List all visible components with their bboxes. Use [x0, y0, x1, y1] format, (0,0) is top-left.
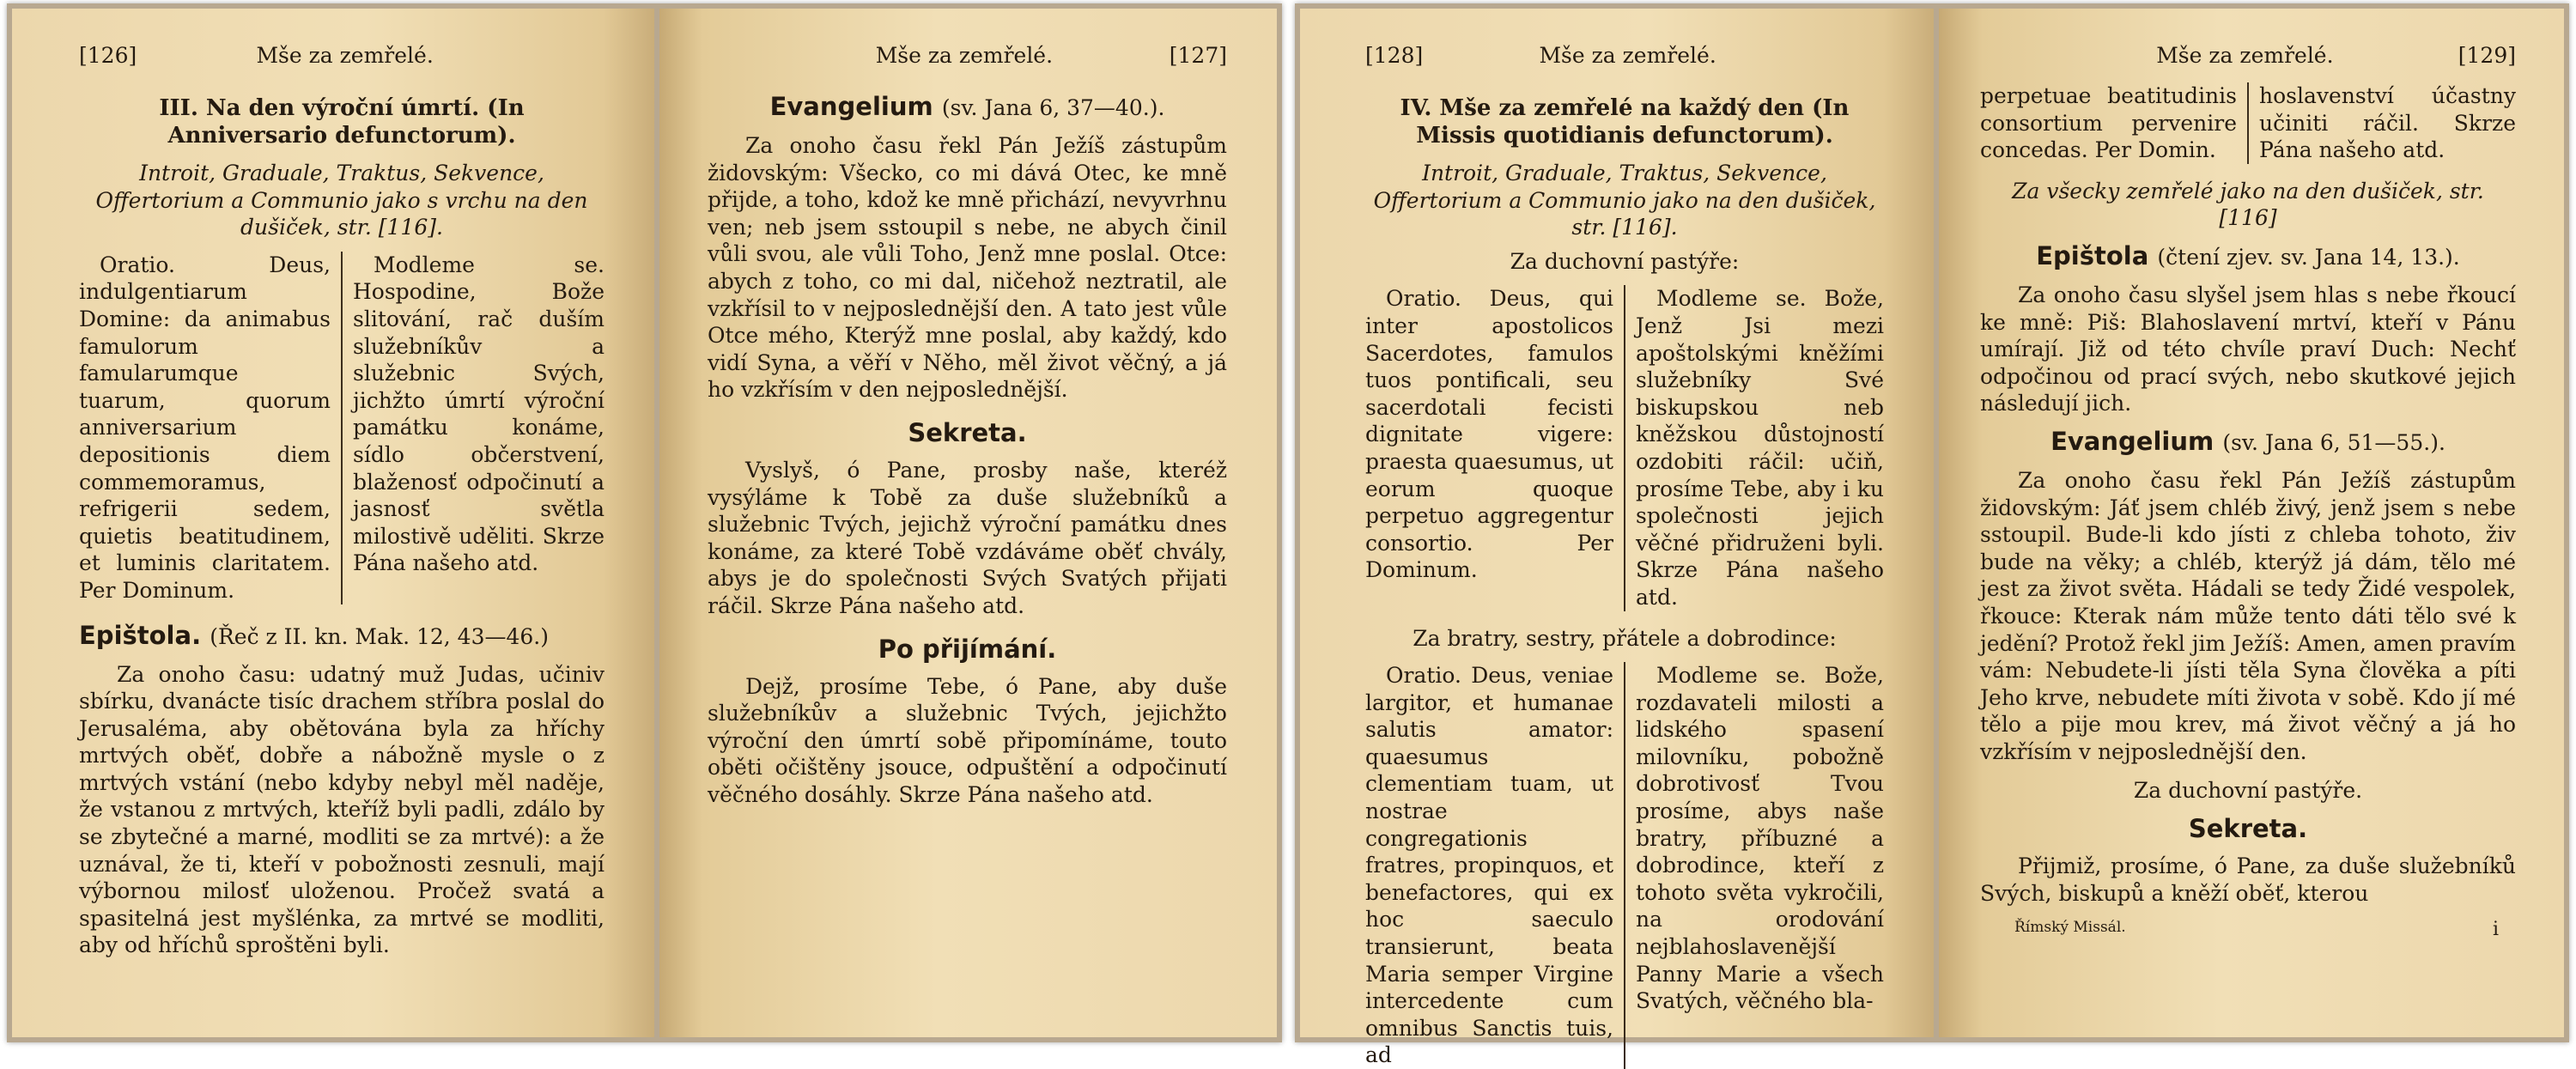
evangelium-reference: (sv. Jana 6, 51—55.).: [2222, 429, 2445, 455]
epistola-heading: [1980, 239, 2516, 275]
oratio-columns-pastors: [1365, 285, 1884, 610]
evangelium-title: Evangelium: [2050, 426, 2215, 456]
running-header: [1365, 43, 1884, 82]
evangelium-heading: [1980, 424, 2516, 460]
oratio-columns: [79, 252, 605, 604]
postcommunio-heading: Po přijímání.: [878, 634, 1057, 664]
epistola-text: Za onoho času slyšel jsem hlas s nebe řkoucí ke mně: Piš: Blahoslavení mrtví, kteří v Pánu umírají. Již od této chvíle praví Duch: Nechť odpočinou od prací svých, nebo skutkové jejich následují jich.: [1980, 282, 2516, 416]
page-footer: [1980, 919, 2516, 940]
intro-text: Introit, Graduale, Traktus, Sekvence, Offertorium a Communio jako na den dušiček, str. [116].: [1373, 161, 1876, 240]
signature-letter: i: [2492, 919, 2499, 941]
book-scan-left: [7, 3, 1282, 1042]
running-title: Mše za zemřelé.: [256, 43, 434, 68]
evangelium-text: Za onoho času řekl Pán Ježíš zástupům židovským: Jáť jsem chléb živý, jenž jsem s nebe sstoupil. Bude-li kdo jísti z chleba tohoto, živ bude na věky; a chléb, kterýž já dám, tělo mé jest za život světa. Hádali se tedy Židé vespolek, řkouce: Kterak nám může tento dáti tělo své k jedění? Protož řekl jim Ježíš: Amen, amen pravím vám: Nebudete-li jísti těla Syna člověka a píti Jeho krve, nebudete míti života v sobě. Kdo jí mé tělo a pije mou krev, má život věčný a já ho vzkřísím v nejposlednější den.: [1980, 467, 2516, 764]
oratio-latin: Oratio. Deus, qui inter apostolicos Sacerdotes, famulos tuos pontificali, seu sacerdotali fecisti dignitate vigere: praesta quaesumus, ut eorum quoque perpetuo aggregentur consortio. Per Dominum.: [1365, 285, 1625, 610]
page-number: [129]: [2458, 43, 2516, 68]
evangelium-title: Evangelium: [769, 92, 933, 121]
running-title: Mše za zemřelé.: [1539, 43, 1716, 68]
running-header: [708, 43, 1227, 82]
epistola-heading: [79, 618, 605, 654]
postcommunio-text: Dejž, prosíme Tebe, ó Pane, aby duše služebníkův a služebnic Tvých, jejichžto výroční den úmrtí sobě připomínáme, touto oběti očištěny jsouce, odpuštění a odpočinutí věčného dosáhly. Skrze Pána našeho atd.: [708, 673, 1227, 807]
running-title: Mše za zemřelé.: [2156, 43, 2334, 68]
section-heading: IV. Mše za zemřelé na každý den (In Missis quotidianis defunctorum).: [1400, 95, 1850, 149]
subheading-pastors: Za duchovní pastýře.: [2133, 778, 2363, 804]
page-number: [127]: [1169, 43, 1227, 68]
book-scan-right: [1295, 3, 2569, 1068]
evangelium-text: Za onoho času řekl Pán Ježíš zástupům židovským: Všecko, co mi dává Otec, ke mně přijde, a toho, kdož ke mně přichází, nevyvrhnu ven; neb jsem sstoupil s nebe, ne abych činil vůli svou, ale vůli Toho, Jenž mne poslal. Otce: abych z toho, co mi dal, ničehož neztratil, ale vzkřísil to v nejposlednější den. A tato jest vůle Otce mého, Kterýž mne poslal, aby každý, kdo vidí Syna, a věří v Něho, měl život věčný, a já ho vzkřísím v den nejposlednější.: [708, 133, 1227, 403]
epistola-title: Epištola.: [79, 620, 202, 650]
oratio-czech: Modleme se. Hospodine, Bože slitování, rač duším služebníkův a služebnic Svých, jichžto úmrtí výroční památku konáme, sídlo občerstvení, blaženosť odpočinutí a jasnosť světla milostivě uděliti. Skrze Pána našeho atd.: [353, 252, 605, 576]
epistola-reference: (Řeč z II. kn. Mak. 12, 43—46.): [210, 623, 550, 649]
running-title: Mše za zemřelé.: [875, 43, 1054, 68]
page-128: [1300, 9, 1934, 1068]
epistola-text: Za onoho času: udatný muž Judas, učiniv sbírku, dvanácte tisíc drachem stříbra poslal do Jerusaléma, aby obětována byla za hříchy mrtvých oběť, dobře a nábožně mysle o z mrtvých vstání (nebo kdyby nebyl měl naděje, že vstanou z mrtvých, kteříž byli padli, zdálo by se zbytečné a marné, modliti se za mrtvé): a že uznával, že ti, kteří v pobožnosti zesnuli, mají výbornou milosť uloženou. Pročež svatá a spasitelná jest myšlénka, za mrtvé se modliti, aby od hříchů sproštěni byli.: [79, 661, 605, 958]
oratio-czech-end: hoslavenství účastny učiniti ráčil. Skrze Pána našeho atd.: [2259, 83, 2516, 163]
running-header: [79, 43, 605, 82]
oratio-czech: Modleme se. Bože, rozdavateli milosti a lidského spasení milovníku, pobožně dobrotivosť Tvou prosíme, abys naše bratry, příbuzné a dobrodince, kteří z tohoto světa vykročili, na orodování nejblahoslavenější Panny Marie a všech Svatých, věčného bla-: [1636, 663, 1884, 1014]
sekreta-heading: Sekreta.: [2188, 814, 2308, 844]
running-header: [1980, 43, 2516, 82]
subheading-brethren: Za bratry, sestry, přátele a dobrodince:: [1413, 625, 1837, 651]
page-127: [659, 9, 1277, 1037]
oratio-latin: Oratio. Deus, indulgentiarum Domine: da animabus famulorum famularumque tuarum, quorum anniversarium depositionis diem commemoramus, refrigerii sedem, quietis beatitudinem, et luminis claritatem. Per Dominum.: [79, 252, 343, 604]
oratio-czech: Modleme se. Bože, Jenž Jsi mezi apoštolskými kněžími služebníky Své biskupskou neb kněžskou důstojností ozdobiti ráčil: učiň, prosíme Tebe, aby i ku společnosti jejich věčné přidruženi byli. Skrze Pána našeho atd.: [1636, 286, 1884, 610]
sekreta-text: Vyslyš, ó Pane, prosby naše, kteréž vysýláme k Tobě za duše služebníků a služebnic Tvých, jejichž výroční památku dnes konáme, za které Tobě vzdáváme oběť chvály, abys je do společnosti Svých Svatých přijati ráčil. Skrze Pána našeho atd.: [708, 457, 1227, 618]
epistola-reference: (čtení zjev. sv. Jana 14, 13.).: [2157, 244, 2460, 270]
oratio-columns-brethren: [1365, 662, 1884, 1069]
oratio-continuation: [1980, 82, 2516, 164]
page-126: [12, 9, 654, 1037]
subheading-pastors: Za duchovní pastýře:: [1510, 248, 1740, 274]
oratio-latin: Oratio. Deus, veniae largitor, et humanae salutis amator: quaesumus clementiam tuam, ut nostrae congregationis fratres, propinquos, et benefactores, qui ex hoc saeculo transierunt, beata Maria semper Virgine intercedente cum omnibus Sanctis tuis, ad: [1365, 662, 1625, 1069]
signature-mark: Římský Missál.: [2014, 919, 2126, 937]
evangelium-heading: [708, 89, 1227, 125]
intro-text: Introit, Graduale, Traktus, Sekvence, Offertorium a Communio jako s vrchu na den dušiček, str. [116].: [95, 161, 588, 240]
page-number: [126]: [79, 43, 137, 68]
page-number: [128]: [1365, 43, 1424, 68]
epistola-title: Epištola: [2036, 240, 2149, 270]
note-all-deceased: Za všecky zemřelé jako na den dušiček, str. [116]: [2012, 178, 2484, 231]
evangelium-reference: (sv. Jana 6, 37—40.).: [941, 95, 1165, 120]
oratio-latin-end: perpetuae beatitudinis consortium pervenire concedas. Per Domin.: [1980, 82, 2249, 164]
page-129: [1939, 9, 2564, 1037]
sekreta-text: Přijmiž, prosíme, ó Pane, za duše služebníků Svých, biskupů a kněží oběť, kterou: [1980, 853, 2516, 906]
section-heading: III. Na den výroční úmrtí. (In Anniversario defunctorum).: [159, 95, 525, 149]
sekreta-heading: Sekreta.: [908, 417, 1027, 447]
